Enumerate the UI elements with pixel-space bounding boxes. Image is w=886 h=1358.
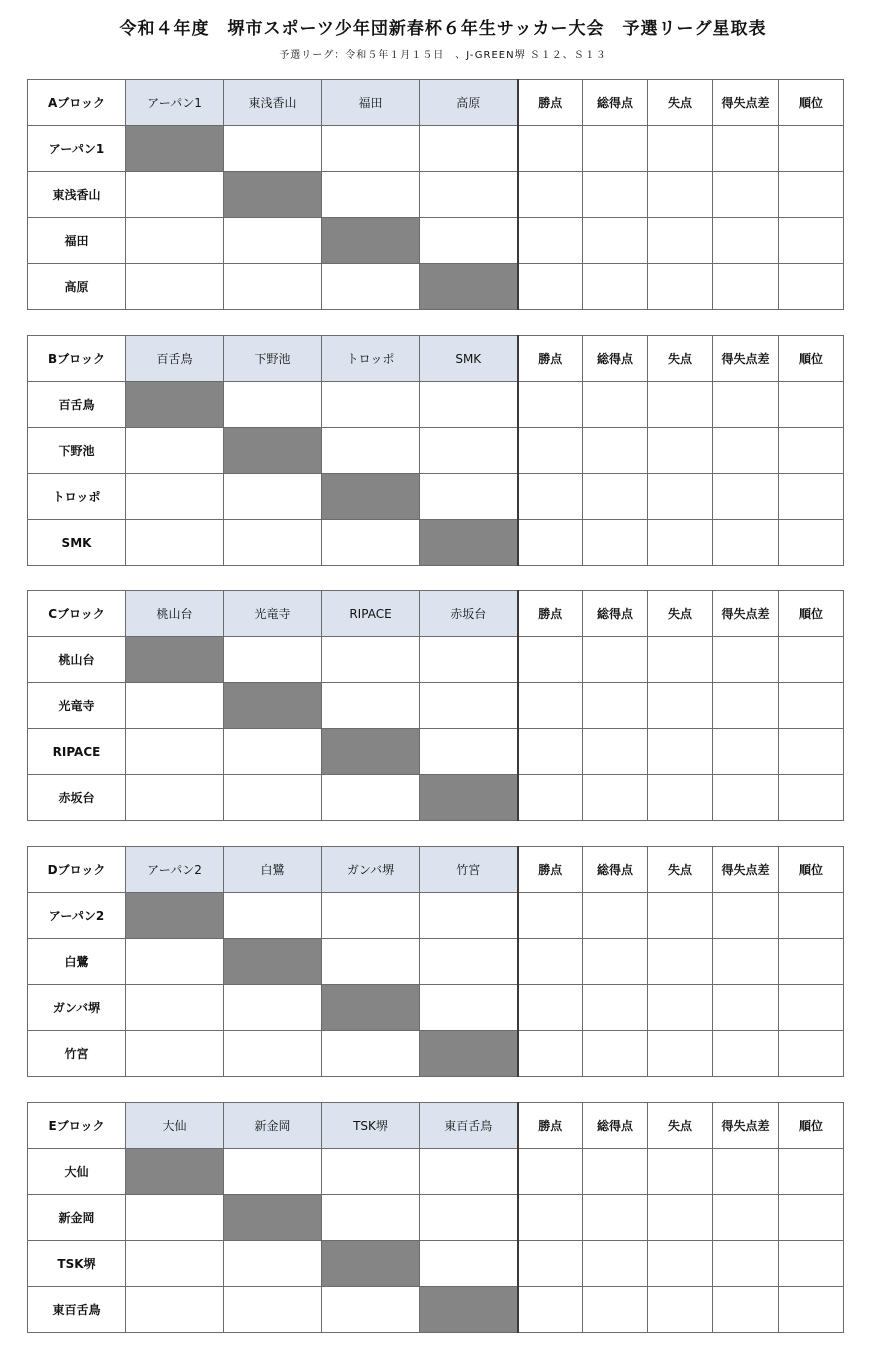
row-team-name: 赤坂台 xyxy=(28,775,126,821)
table-row xyxy=(28,939,844,985)
result-cell xyxy=(322,1149,420,1195)
stat-cell xyxy=(518,1241,583,1287)
self-match-cell xyxy=(322,729,420,775)
stat-header: 勝点 xyxy=(518,847,583,893)
result-cell xyxy=(126,683,224,729)
self-match-cell xyxy=(322,218,420,264)
stat-cell xyxy=(518,939,583,985)
stat-cell xyxy=(713,126,779,172)
stat-cell xyxy=(583,218,648,264)
stat-header: 順位 xyxy=(779,80,844,126)
stat-cell xyxy=(713,1241,779,1287)
stat-header: 総得点 xyxy=(583,1103,648,1149)
self-match-cell xyxy=(224,428,322,474)
stat-cell xyxy=(583,939,648,985)
row-team-name: 桃山台 xyxy=(28,637,126,683)
self-match-cell xyxy=(420,264,518,310)
result-cell xyxy=(126,172,224,218)
stat-header: 失点 xyxy=(648,847,713,893)
stat-cell xyxy=(518,683,583,729)
stat-header: 勝点 xyxy=(518,80,583,126)
row-team-name: アーパン1 xyxy=(28,126,126,172)
stat-cell xyxy=(648,893,713,939)
column-team-header: 桃山台 xyxy=(126,591,224,637)
result-cell xyxy=(420,1241,518,1287)
stat-cell xyxy=(779,1031,844,1077)
table-row xyxy=(28,1195,844,1241)
stat-cell xyxy=(713,520,779,566)
stat-cell xyxy=(518,775,583,821)
result-cell xyxy=(420,637,518,683)
result-cell xyxy=(224,382,322,428)
result-cell xyxy=(322,520,420,566)
self-match-cell xyxy=(126,893,224,939)
stat-cell xyxy=(779,520,844,566)
self-match-cell xyxy=(126,1149,224,1195)
header-row xyxy=(28,336,844,382)
row-team-name: 白鷺 xyxy=(28,939,126,985)
stat-cell xyxy=(648,264,713,310)
stat-cell xyxy=(583,172,648,218)
row-team-name: 竹宮 xyxy=(28,1031,126,1077)
column-team-header: 福田 xyxy=(322,80,420,126)
self-match-cell xyxy=(224,939,322,985)
stat-cell xyxy=(779,126,844,172)
page-title: 令和４年度 堺市スポーツ少年団新春杯６年生サッカー大会 予選リーグ星取表 xyxy=(119,19,767,39)
stat-cell xyxy=(518,985,583,1031)
result-cell xyxy=(126,985,224,1031)
result-cell xyxy=(224,264,322,310)
column-team-header: 新金岡 xyxy=(224,1103,322,1149)
self-match-cell xyxy=(126,382,224,428)
stat-cell xyxy=(779,637,844,683)
stat-cell xyxy=(713,382,779,428)
stat-cell xyxy=(648,985,713,1031)
stat-cell xyxy=(779,939,844,985)
stat-cell xyxy=(779,775,844,821)
stat-header: 失点 xyxy=(648,80,713,126)
stat-cell xyxy=(648,520,713,566)
column-team-header: アーパン2 xyxy=(126,847,224,893)
stat-header: 順位 xyxy=(779,336,844,382)
result-cell xyxy=(224,985,322,1031)
stat-cell xyxy=(583,428,648,474)
stat-cell xyxy=(713,1287,779,1333)
table-row xyxy=(28,729,844,775)
self-match-cell xyxy=(224,172,322,218)
stat-cell xyxy=(648,428,713,474)
stat-cell xyxy=(583,683,648,729)
result-cell xyxy=(224,126,322,172)
stat-cell xyxy=(713,1149,779,1195)
column-team-header: トロッポ xyxy=(322,336,420,382)
stat-cell xyxy=(518,520,583,566)
stat-cell xyxy=(648,729,713,775)
block-e-table xyxy=(27,1102,844,1333)
result-cell xyxy=(224,775,322,821)
stat-cell xyxy=(648,683,713,729)
result-cell xyxy=(322,172,420,218)
stat-cell xyxy=(779,893,844,939)
table-row xyxy=(28,382,844,428)
column-team-header: TSK堺 xyxy=(322,1103,420,1149)
self-match-cell xyxy=(322,474,420,520)
column-team-header: ガンバ堺 xyxy=(322,847,420,893)
result-cell xyxy=(420,729,518,775)
stat-cell xyxy=(648,126,713,172)
stat-cell xyxy=(713,775,779,821)
stat-cell xyxy=(713,1195,779,1241)
result-cell xyxy=(420,218,518,264)
stat-cell xyxy=(779,985,844,1031)
stat-cell xyxy=(648,218,713,264)
self-match-cell xyxy=(224,683,322,729)
result-cell xyxy=(322,1287,420,1333)
block-a-table xyxy=(27,79,844,310)
table-row xyxy=(28,1149,844,1195)
result-cell xyxy=(420,172,518,218)
stat-cell xyxy=(713,939,779,985)
stat-header: 得失点差 xyxy=(713,591,779,637)
result-cell xyxy=(420,382,518,428)
stat-cell xyxy=(518,893,583,939)
result-cell xyxy=(126,775,224,821)
block-name: Dブロック xyxy=(28,847,126,893)
stat-cell xyxy=(518,729,583,775)
stat-cell xyxy=(518,637,583,683)
result-cell xyxy=(420,985,518,1031)
row-team-name: 東浅香山 xyxy=(28,172,126,218)
row-team-name: 福田 xyxy=(28,218,126,264)
result-cell xyxy=(420,474,518,520)
column-team-header: 高原 xyxy=(420,80,518,126)
result-cell xyxy=(322,775,420,821)
result-cell xyxy=(126,474,224,520)
result-cell xyxy=(126,1031,224,1077)
stat-cell xyxy=(779,729,844,775)
self-match-cell xyxy=(224,1195,322,1241)
stat-cell xyxy=(583,1195,648,1241)
self-match-cell xyxy=(420,1031,518,1077)
result-cell xyxy=(322,1195,420,1241)
column-team-header: 白鷺 xyxy=(224,847,322,893)
block-name: Bブロック xyxy=(28,336,126,382)
block-name: Aブロック xyxy=(28,80,126,126)
self-match-cell xyxy=(322,985,420,1031)
stat-cell xyxy=(583,985,648,1031)
result-cell xyxy=(224,1031,322,1077)
stat-header: 総得点 xyxy=(583,847,648,893)
stat-cell xyxy=(779,382,844,428)
stat-cell xyxy=(583,729,648,775)
stat-cell xyxy=(518,1149,583,1195)
result-cell xyxy=(420,428,518,474)
stat-cell xyxy=(779,264,844,310)
result-cell xyxy=(322,382,420,428)
stat-cell xyxy=(583,775,648,821)
row-team-name: 東百舌鳥 xyxy=(28,1287,126,1333)
stat-cell xyxy=(518,126,583,172)
table-row xyxy=(28,985,844,1031)
stat-header: 総得点 xyxy=(583,336,648,382)
stat-header: 失点 xyxy=(648,336,713,382)
stat-cell xyxy=(648,172,713,218)
stat-cell xyxy=(518,1031,583,1077)
table-row xyxy=(28,428,844,474)
self-match-cell xyxy=(126,637,224,683)
result-cell xyxy=(224,893,322,939)
result-cell xyxy=(322,637,420,683)
result-cell xyxy=(126,729,224,775)
stat-cell xyxy=(779,1149,844,1195)
stat-cell xyxy=(583,1149,648,1195)
result-cell xyxy=(322,1031,420,1077)
page-subtitle: 予選リーグ：令和５年１月１５日 、J-GREEN堺 Ｓ１２、Ｓ１３ xyxy=(279,50,607,61)
stat-cell xyxy=(518,1287,583,1333)
stat-cell xyxy=(518,474,583,520)
self-match-cell xyxy=(126,126,224,172)
table-row xyxy=(28,126,844,172)
result-cell xyxy=(224,729,322,775)
result-cell xyxy=(420,939,518,985)
stat-cell xyxy=(713,172,779,218)
stat-cell xyxy=(779,683,844,729)
table-row xyxy=(28,683,844,729)
stat-cell xyxy=(648,939,713,985)
table-row xyxy=(28,1241,844,1287)
stat-cell xyxy=(648,637,713,683)
stat-cell xyxy=(713,729,779,775)
table-row xyxy=(28,264,844,310)
result-cell xyxy=(224,1287,322,1333)
result-cell xyxy=(322,428,420,474)
row-team-name: アーパン2 xyxy=(28,893,126,939)
column-team-header: アーパン1 xyxy=(126,80,224,126)
result-cell xyxy=(322,126,420,172)
stat-cell xyxy=(713,474,779,520)
stat-cell xyxy=(518,428,583,474)
stat-cell xyxy=(518,1195,583,1241)
stat-cell xyxy=(583,474,648,520)
row-team-name: ガンバ堺 xyxy=(28,985,126,1031)
stat-cell xyxy=(648,382,713,428)
stat-cell xyxy=(583,264,648,310)
stat-cell xyxy=(648,1287,713,1333)
block-d-table xyxy=(27,846,844,1077)
stat-header: 得失点差 xyxy=(713,80,779,126)
header-row xyxy=(28,591,844,637)
stat-cell xyxy=(713,264,779,310)
block-c-table xyxy=(27,590,844,821)
stat-header: 順位 xyxy=(779,1103,844,1149)
table-row xyxy=(28,520,844,566)
table-row xyxy=(28,172,844,218)
stat-cell xyxy=(583,1287,648,1333)
stat-header: 失点 xyxy=(648,591,713,637)
column-team-header: 光竜寺 xyxy=(224,591,322,637)
block-name: Eブロック xyxy=(28,1103,126,1149)
stat-cell xyxy=(779,474,844,520)
result-cell xyxy=(126,1287,224,1333)
stat-header: 勝点 xyxy=(518,1103,583,1149)
result-cell xyxy=(420,126,518,172)
self-match-cell xyxy=(322,1241,420,1287)
table-row xyxy=(28,893,844,939)
result-cell xyxy=(224,1241,322,1287)
stat-cell xyxy=(713,428,779,474)
result-cell xyxy=(224,474,322,520)
table-row xyxy=(28,1287,844,1333)
stat-cell xyxy=(648,1195,713,1241)
stat-cell xyxy=(713,683,779,729)
stat-cell xyxy=(779,218,844,264)
row-team-name: トロッポ xyxy=(28,474,126,520)
row-team-name: RIPACE xyxy=(28,729,126,775)
stat-header: 得失点差 xyxy=(713,336,779,382)
table-row xyxy=(28,775,844,821)
stat-header: 勝点 xyxy=(518,591,583,637)
stat-cell xyxy=(779,172,844,218)
stat-cell xyxy=(713,218,779,264)
row-team-name: 新金岡 xyxy=(28,1195,126,1241)
stat-header: 順位 xyxy=(779,847,844,893)
stat-cell xyxy=(583,126,648,172)
result-cell xyxy=(322,683,420,729)
stat-cell xyxy=(583,637,648,683)
stat-cell xyxy=(583,1031,648,1077)
stat-header: 失点 xyxy=(648,1103,713,1149)
row-team-name: 大仙 xyxy=(28,1149,126,1195)
stat-cell xyxy=(583,893,648,939)
stat-cell xyxy=(779,1195,844,1241)
self-match-cell xyxy=(420,1287,518,1333)
stat-cell xyxy=(648,474,713,520)
stat-header: 得失点差 xyxy=(713,847,779,893)
row-team-name: 光竜寺 xyxy=(28,683,126,729)
stat-cell xyxy=(713,637,779,683)
result-cell xyxy=(126,428,224,474)
column-team-header: 百舌鳥 xyxy=(126,336,224,382)
row-team-name: TSK堺 xyxy=(28,1241,126,1287)
stat-cell xyxy=(713,893,779,939)
header-row xyxy=(28,847,844,893)
stat-cell xyxy=(518,382,583,428)
column-team-header: 東百舌鳥 xyxy=(420,1103,518,1149)
result-cell xyxy=(126,1195,224,1241)
column-team-header: 東浅香山 xyxy=(224,80,322,126)
table-row xyxy=(28,1031,844,1077)
header-row xyxy=(28,1103,844,1149)
stat-cell xyxy=(713,1031,779,1077)
row-team-name: SMK xyxy=(28,520,126,566)
header-row xyxy=(28,80,844,126)
stat-cell xyxy=(583,520,648,566)
result-cell xyxy=(126,520,224,566)
block-name: Cブロック xyxy=(28,591,126,637)
row-team-name: 百舌鳥 xyxy=(28,382,126,428)
stat-cell xyxy=(583,1241,648,1287)
column-team-header: 大仙 xyxy=(126,1103,224,1149)
stat-header: 勝点 xyxy=(518,336,583,382)
result-cell xyxy=(322,939,420,985)
result-cell xyxy=(420,683,518,729)
table-row xyxy=(28,218,844,264)
column-team-header: RIPACE xyxy=(322,591,420,637)
stat-cell xyxy=(779,428,844,474)
result-cell xyxy=(126,264,224,310)
stat-header: 順位 xyxy=(779,591,844,637)
stat-cell xyxy=(583,382,648,428)
row-team-name: 高原 xyxy=(28,264,126,310)
column-team-header: 赤坂台 xyxy=(420,591,518,637)
column-team-header: 下野池 xyxy=(224,336,322,382)
stat-cell xyxy=(518,172,583,218)
stat-cell xyxy=(713,985,779,1031)
stat-cell xyxy=(648,775,713,821)
stat-cell xyxy=(518,264,583,310)
table-row xyxy=(28,637,844,683)
result-cell xyxy=(126,939,224,985)
row-team-name: 下野池 xyxy=(28,428,126,474)
result-cell xyxy=(224,520,322,566)
result-cell xyxy=(126,218,224,264)
result-cell xyxy=(224,1149,322,1195)
stat-cell xyxy=(648,1149,713,1195)
result-cell xyxy=(322,264,420,310)
result-cell xyxy=(420,1195,518,1241)
self-match-cell xyxy=(420,775,518,821)
result-cell xyxy=(224,218,322,264)
stat-header: 総得点 xyxy=(583,591,648,637)
table-row xyxy=(28,474,844,520)
self-match-cell xyxy=(420,520,518,566)
stat-cell xyxy=(518,218,583,264)
column-team-header: 竹宮 xyxy=(420,847,518,893)
stat-cell xyxy=(648,1241,713,1287)
result-cell xyxy=(126,1241,224,1287)
result-cell xyxy=(224,637,322,683)
column-team-header: SMK xyxy=(420,336,518,382)
stat-header: 総得点 xyxy=(583,80,648,126)
stat-cell xyxy=(648,1031,713,1077)
result-cell xyxy=(420,1149,518,1195)
stat-cell xyxy=(779,1287,844,1333)
stat-header: 得失点差 xyxy=(713,1103,779,1149)
block-b-table xyxy=(27,335,844,566)
result-cell xyxy=(322,893,420,939)
result-cell xyxy=(420,893,518,939)
stat-cell xyxy=(779,1241,844,1287)
